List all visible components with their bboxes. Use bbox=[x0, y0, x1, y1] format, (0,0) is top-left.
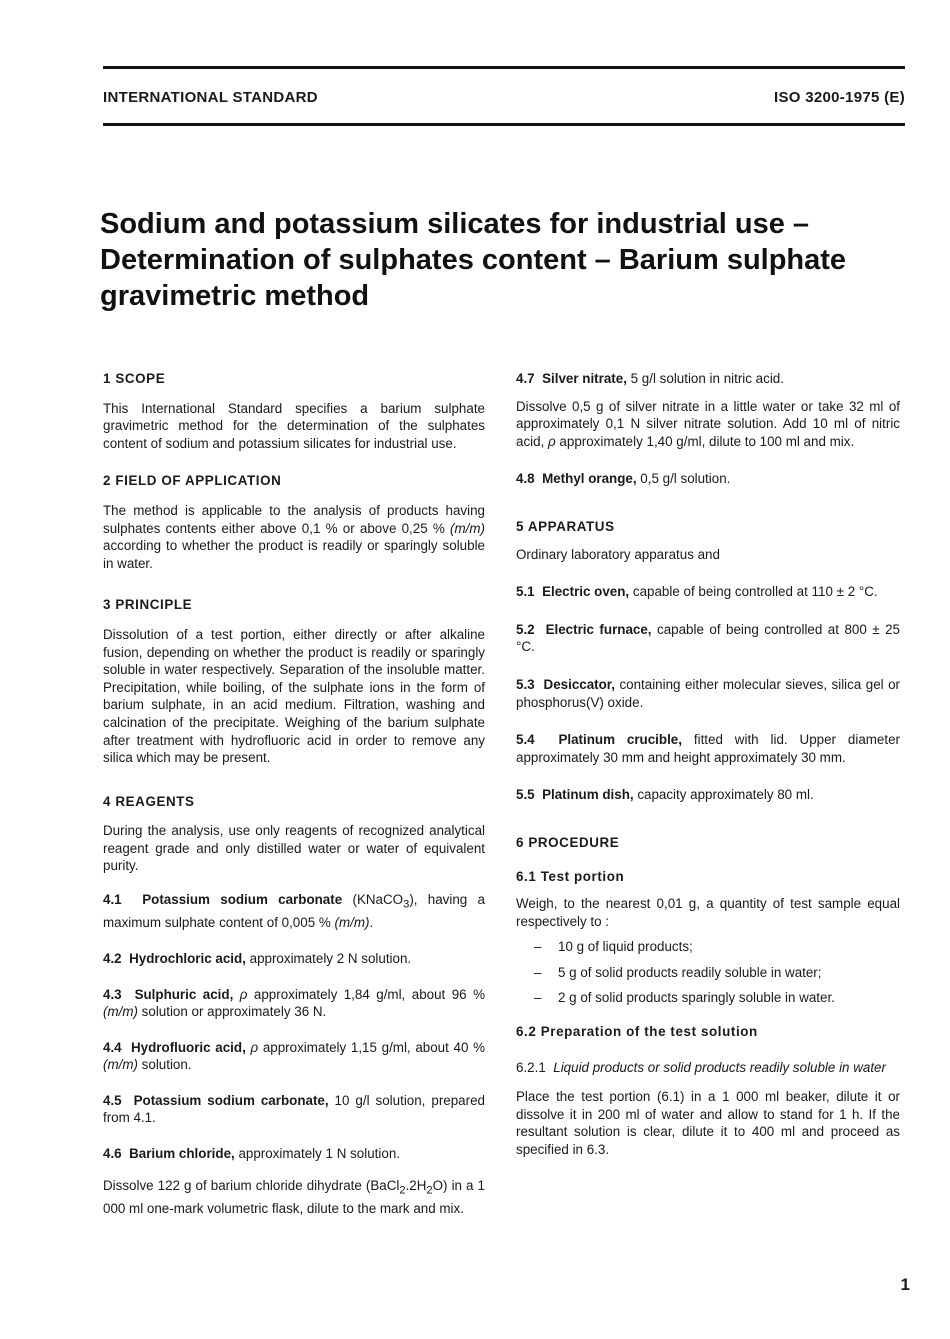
section-5-text: Ordinary laboratory apparatus and bbox=[516, 546, 720, 562]
title-line-1: Sodium and potassium silicates for industrial use – bbox=[100, 208, 810, 240]
list-item: – 10 g of liquid products; bbox=[534, 939, 693, 955]
reagent-4-6: 4.6 Barium chloride, approximately 1 N solution. bbox=[103, 1146, 400, 1162]
section-6-1-text: Weigh, to the nearest 0,01 g, a quantity of test sample equal respectively to : bbox=[516, 896, 900, 929]
section-4-heading: 4 REAGENTS bbox=[103, 793, 195, 809]
reagent-4-6-body: Dissolve 122 g of barium chloride dihydrate $(BaCl_2.2H_2O)$ in a 1 000 ml one-mark volumetric flask, dilute to the mark and mix. bbox=[103, 1177, 486, 1216]
reagent-4-1: 4.1 Potassium sodium carbonate (KNaCO$_3$), having a maximum sulphate content of 0,005 % (m/m). bbox=[103, 892, 485, 931]
list-item: – 2 g of solid products sparingly soluble in water. bbox=[534, 990, 835, 1006]
left-column bbox=[103, 370, 485, 1218]
reagent-4-7: 4.7 Silver nitrate, 5 g/l solution in nitric acid. bbox=[516, 371, 784, 386]
right-column bbox=[516, 370, 900, 1159]
section-6-1-heading: 6.1 Test portion bbox=[516, 868, 625, 884]
reagent-4-2: 4.2 Hydrochloric acid, approximately 2 N solution. bbox=[103, 950, 412, 966]
document-type-label: INTERNATIONAL STANDARD bbox=[103, 89, 318, 106]
header-bottom-rule bbox=[103, 123, 905, 126]
apparatus-5-1: 5.1 Electric oven, capable of being controlled at 110 ± 2 °C. bbox=[516, 584, 878, 600]
title-line-2: Determination of sulphates content – Barium sulphate bbox=[100, 244, 847, 276]
section-1-text: This International Standard specifies a barium sulphate gravimetric method for the determination of the sulphates content of sodium and potassium silicates for industrial use. bbox=[103, 400, 485, 451]
section-3-text: Dissolution of a test portion, either directly or after alkaline fusion, depending on whether the product is readily or sparingly soluble in water respectively. Separation of the insoluble matter. Precipitation, while boiling, of the sulphate ions in the form of barium sulphate, in an acid medium. Filtration, washing and calcination of the precipitate. Weighing of the barium sulphate after treatment with hydrofluoric acid in order to remove any silica which may be present. bbox=[103, 626, 485, 766]
title-line-3: gravimetric method bbox=[100, 280, 370, 312]
apparatus-5-5: 5.5 Platinum dish, capacity approximately 80 ml. bbox=[516, 787, 814, 803]
section-6-heading: 6 PROCEDURE bbox=[516, 834, 620, 850]
apparatus-5-4: 5.4 Platinum crucible, fitted with lid. Upper diameter approximately 30 mm and height approximately 30 mm. bbox=[516, 732, 900, 765]
section-3-heading: 3 PRINCIPLE bbox=[103, 597, 193, 613]
page-title bbox=[100, 206, 860, 314]
reagent-4-8: 4.8 Methyl orange, 0,5 g/l solution. bbox=[516, 471, 731, 487]
section-6-2-1-heading: 6.2.1 Liquid products or solid products readily soluble in water bbox=[516, 1059, 886, 1075]
reagent-4-3: 4.3 Sulphuric acid, ρ approximately 1,84 g/ml, about 96 % (m/m) solution or approximately 36 N. bbox=[103, 986, 485, 1020]
section-4-text: During the analysis, use only reagents of recognized analytical reagent grade and only distilled water or water of equivalent purity. bbox=[103, 823, 485, 874]
section-2-heading: 2 FIELD OF APPLICATION bbox=[103, 473, 282, 489]
page-number: 1 bbox=[900, 1275, 910, 1294]
standard-number: ISO 3200-1975 (E) bbox=[773, 89, 905, 106]
header-top-rule bbox=[103, 66, 905, 69]
reagent-4-4: 4.4 Hydrofluoric acid, ρ approximately 1,15 g/ml, about 40 % (m/m) solution. bbox=[103, 1039, 485, 1073]
section-6-2-1-text: Place the test portion (6.1) in a 1 000 ml beaker, dilute it or dissolve it in 200 ml of water and allow to stand for 1 h. If the resultant solution is clear, dilute it to 400 ml and proceed as specified in 6.3. bbox=[516, 1089, 900, 1158]
list-item: – 5 g of solid products readily soluble in water; bbox=[534, 964, 822, 980]
apparatus-5-3: 5.3 Desiccator, containing either molecular sieves, silica gel or phosphorus(V) oxide. bbox=[516, 676, 900, 710]
apparatus-5-2: 5.2 Electric furnace, capable of being controlled at 800 ± 25 °C. bbox=[516, 621, 900, 655]
reagent-4-7-body: Dissolve 0,5 g of silver nitrate in a little water or take 32 ml of approximately 0,1 N silver nitrate solution. Add 10 ml of nitric acid, ρ approximately 1,40 g/ml, dilute to 100 ml and mix. bbox=[516, 398, 900, 449]
section-6-2-heading: 6.2 Preparation of the test solution bbox=[516, 1024, 758, 1040]
section-5-heading: 5 APPARATUS bbox=[516, 518, 615, 534]
section-1-heading: 1 SCOPE bbox=[103, 371, 166, 386]
reagent-4-5: 4.5 Potassium sodium carbonate, 10 g/l solution, prepared from 4.1. bbox=[103, 1092, 485, 1126]
section-2-text: The method is applicable to the analysis of products having sulphates contents either above 0,1 % or above 0,25 % (m/m) according to whether the product is readily or sparingly soluble in water. bbox=[103, 502, 485, 571]
